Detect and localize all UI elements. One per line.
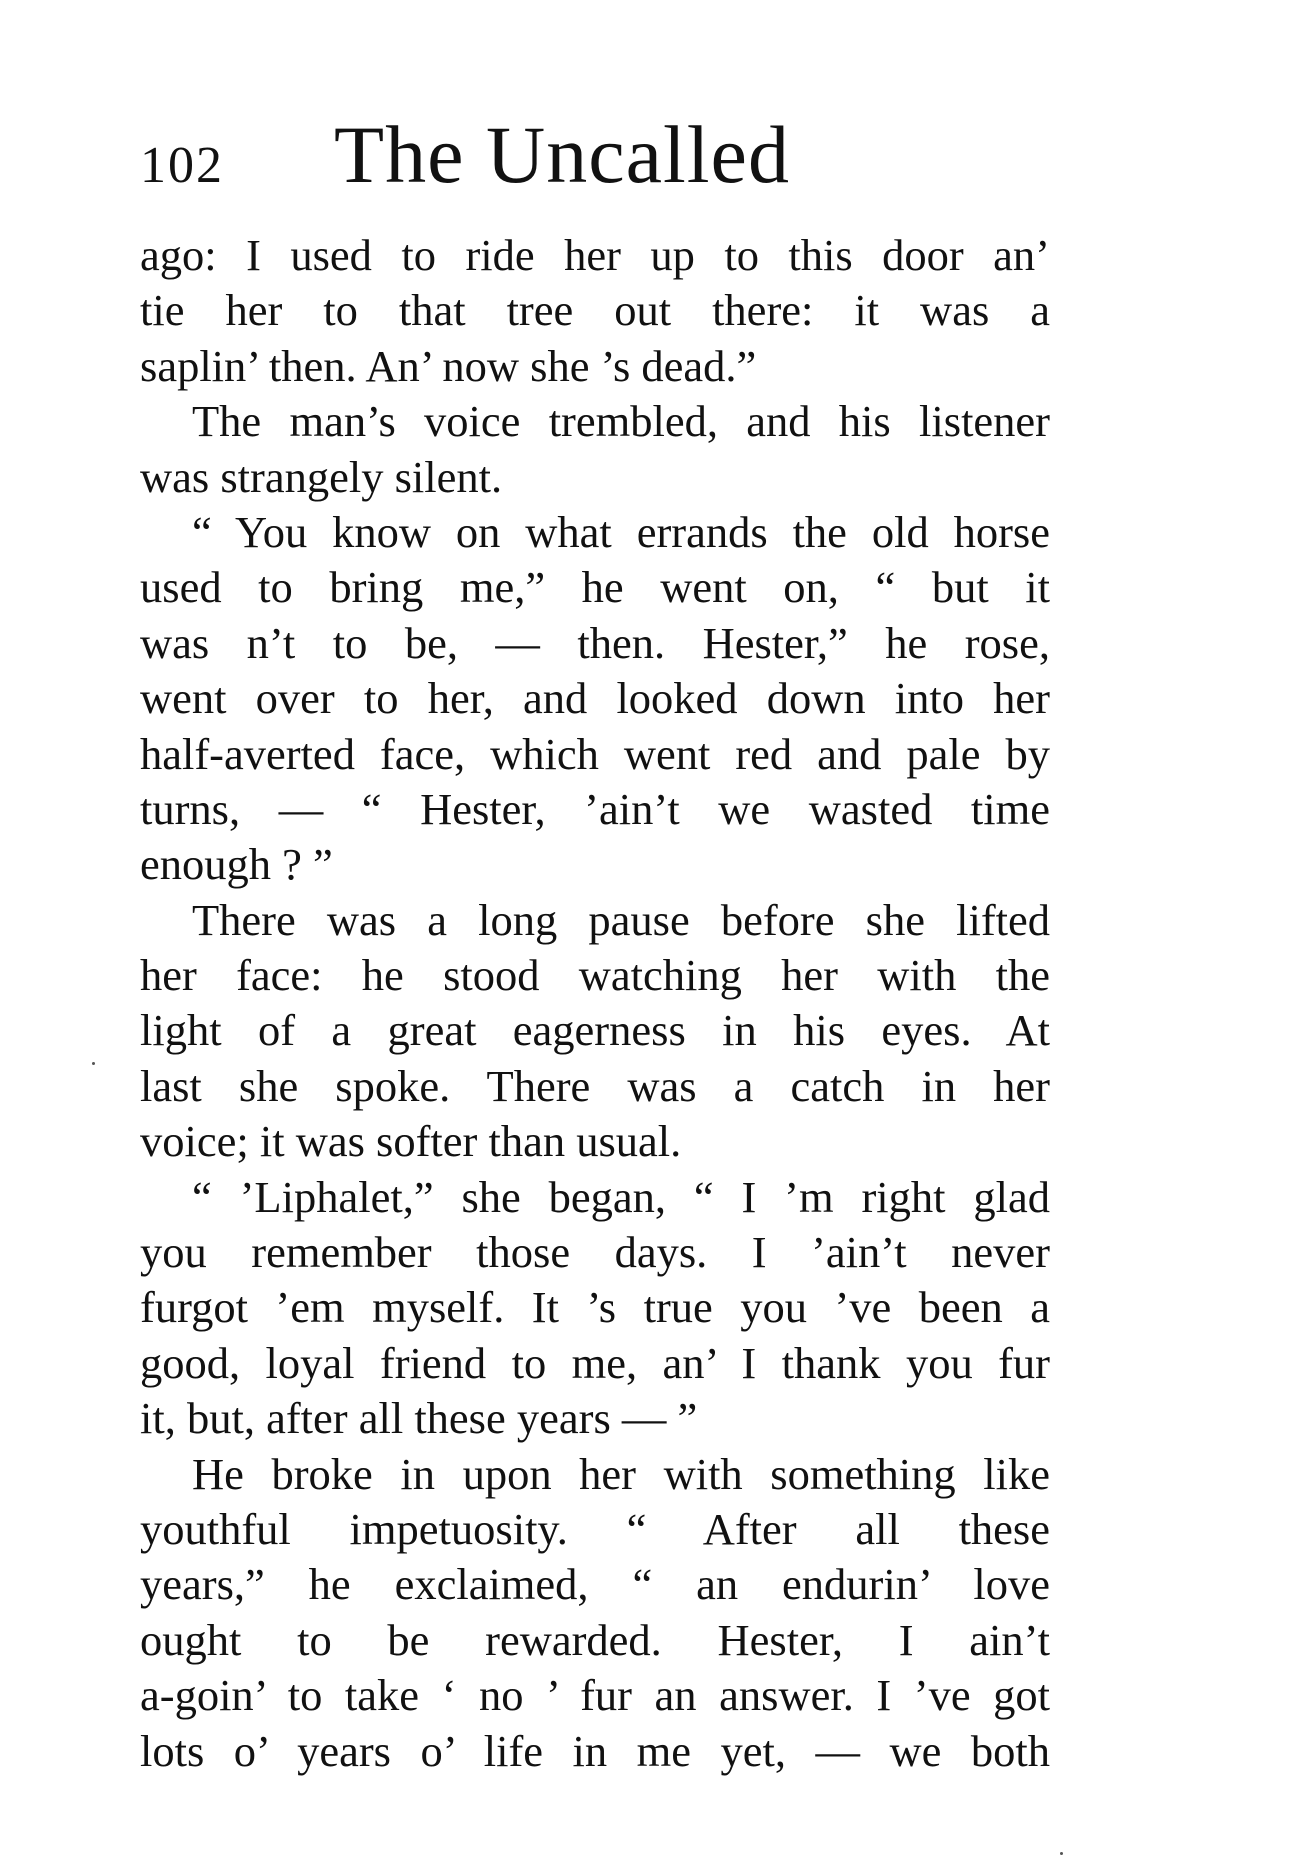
- text-line: went over to her, and looked down into her: [140, 673, 1050, 724]
- text-line: He broke in upon her with something like: [192, 1448, 1050, 1499]
- text-line: was strangely silent.: [140, 451, 503, 502]
- text-line: a-goin’ to take ‘ no ’ fur an answer. I ’ve got: [140, 1670, 1050, 1721]
- text-line: half-averted face, which went red and pale by: [140, 728, 1050, 779]
- text-line: “ You know on what errands the old horse: [192, 506, 1050, 557]
- text-line: youthful impetuosity. “ After all these: [140, 1503, 1050, 1554]
- text-line: years,” he exclaimed, “ an endurin’ love: [140, 1559, 1050, 1610]
- print-speck: [1060, 1852, 1063, 1855]
- text-line: was n’t to be, — then. Hester,” he rose,: [140, 617, 1050, 668]
- text-line: There was a long pause before she lifted: [192, 894, 1050, 945]
- text-line: used to bring me,” he went on, “ but it: [140, 562, 1050, 613]
- text-line: tie her to that tree out there: it was a: [140, 285, 1050, 336]
- text-line: ought to be rewarded. Hester, I ain’t: [140, 1614, 1050, 1665]
- body-text: [140, 228, 1050, 1779]
- text-line: her face: he stood watching her with the: [140, 950, 1050, 1001]
- text-line: good, loyal friend to me, an’ I thank you fur: [140, 1337, 1050, 1388]
- text-line: The man’s voice trembled, and his listener: [192, 396, 1050, 447]
- text-line: last she spoke. There was a catch in her: [140, 1060, 1050, 1111]
- text-line: ago: I used to ride her up to this door an’: [140, 230, 1050, 280]
- running-head: [140, 108, 790, 198]
- text-line: voice; it was softer than usual.: [140, 1116, 682, 1167]
- text-line: furgot ’em myself. It ’s true you ’ve been a: [140, 1282, 1050, 1333]
- book-title: The Uncalled: [334, 109, 790, 200]
- text-line: you remember those days. I ’ain’t never: [140, 1227, 1050, 1278]
- text-line: turns, — “ Hester, ’ain’t we wasted time: [140, 783, 1050, 834]
- text-line: saplin’ then. An’ now she ’s dead.”: [140, 340, 757, 391]
- text-line: lots o’ years o’ life in me yet, — we both: [140, 1725, 1050, 1776]
- text-line: “ ’Liphalet,” she began, “ I ’m right glad: [192, 1171, 1050, 1222]
- text-line: light of a great eagerness in his eyes. At: [140, 1005, 1050, 1056]
- text-line: enough ? ”: [140, 839, 333, 890]
- text-line: it, but, after all these years — ”: [140, 1393, 698, 1444]
- print-speck: [92, 1062, 95, 1065]
- page-number: 102: [140, 137, 224, 194]
